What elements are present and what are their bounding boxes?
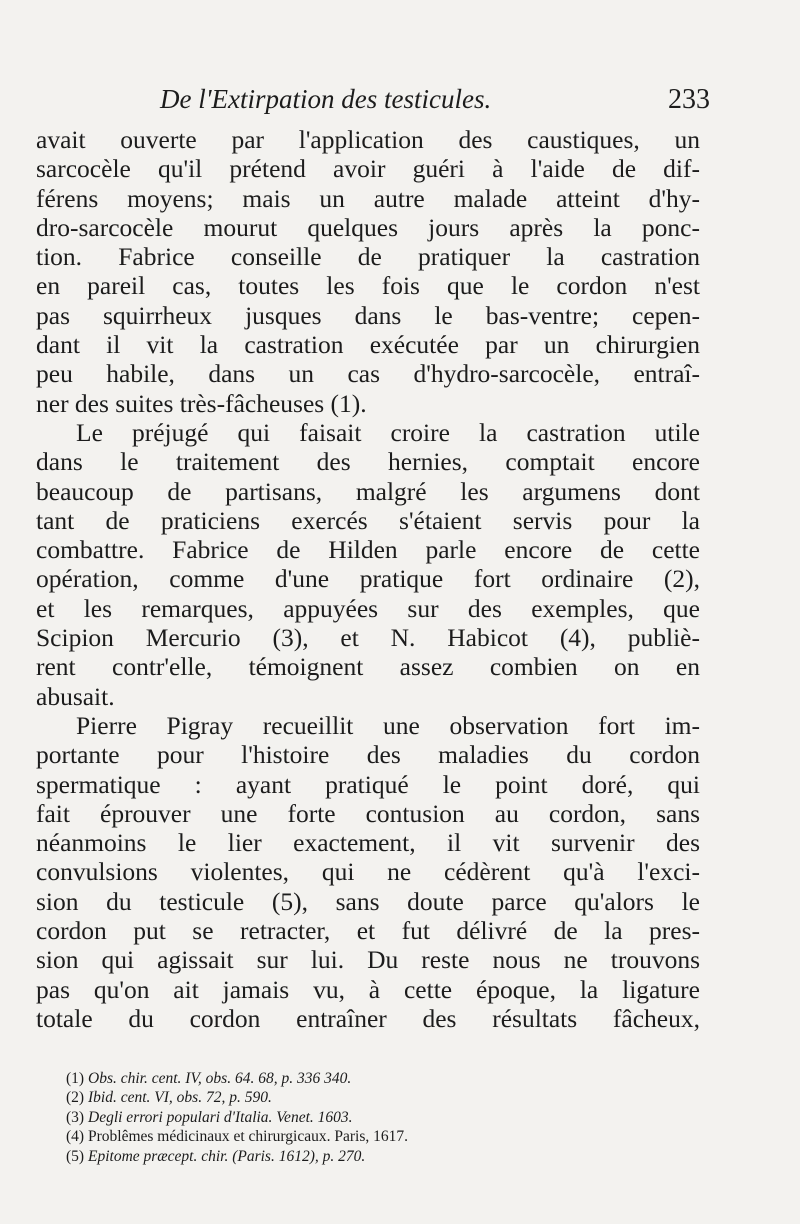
text-line: tion. Fabrice conseille de pratiquer la castration [36,242,700,272]
text-line: rent contr'elle, témoignent assez combien on en [36,652,700,682]
text-line: et les remarques, appuyées sur des exemples, que [36,593,700,623]
text-line: ner des suites très-fâcheuses (1). [36,388,367,418]
text-line: dans le traitement des hernies, comptait encore [36,447,700,477]
footnote-text: Obs. chir. cent. IV, obs. 64. 68, p. 336 340. [88,1070,352,1087]
text-line: spermatique : ayant pratiqué le point doré, qui [36,769,700,799]
text-line: dant il vit la castration exécutée par un chirurgien [36,330,700,360]
running-title: De l'Extirpation des testicules. [160,84,492,114]
text-line: Scipion Mercurio (3), et N. Habicot (4), publiè- [36,623,700,653]
paragraph-start-line: Pierre Pigray recueillit une observation fort im- [76,710,700,740]
text-line: convulsions violentes, qui ne cédèrent qu'à l'exci- [36,857,700,887]
footnote-mark: (3) [66,1108,85,1126]
text-line: portante pour l'histoire des maladies du cordon [36,740,700,770]
text-line: sion qui agissait sur lui. Du reste nous ne trouvons [36,945,700,975]
text-line: pas squirrheux jusques dans le bas-ventre; cepen- [36,300,700,330]
text-line: tant de praticiens exercés s'étaient servis pour la [36,505,700,535]
footnote [66,1069,666,1088]
text-line: en pareil cas, toutes les fois que le cordon n'est [36,271,700,301]
footnote-text: Epitome præcept. chir. (Paris. 1612), p. 270. [88,1147,366,1165]
footnote [66,1127,666,1146]
page-number: 233 [668,84,710,115]
text-line: fait éprouver une forte contusion au cordon, sans [36,798,700,828]
footnote-mark: (5) [66,1147,85,1165]
running-header [160,84,710,116]
text-line: pas qu'on ait jamais vu, à cette époque, la ligature [36,974,700,1004]
text-line: totale du cordon entraîner des résultats fâcheux, [36,1003,700,1033]
paragraph-start-line: Le préjugé qui faisait croire la castration utile [76,417,700,447]
text-line: sion du testicule (5), sans doute parce qu'alors le [36,886,700,916]
text-line: beaucoup de partisans, malgré les argumens dont [36,476,700,506]
text-line: avait ouverte par l'application des caustiques, un [36,125,700,154]
text-line: dro-sarcocèle mourut quelques jours après la ponc- [36,212,700,242]
text-line: abusait. [36,681,115,711]
text-line: peu habile, dans un cas d'hydro-sarcocèle, entraî- [36,359,700,389]
text-line: sarcocèle qu'il prétend avoir guéri à l'aide de dif- [36,154,700,184]
main-text [36,125,700,1033]
footnote-text: Degli errori populari d'Italia. Venet. 1603. [88,1108,353,1126]
footnote-text: Ibid. cent. VI, obs. 72, p. 590. [88,1089,272,1107]
text-line: combattre. Fabrice de Hilden parle encore de cette [36,535,700,565]
footnote [66,1147,666,1166]
text-line: cordon put se retracter, et fut délivré de la pres- [36,916,700,946]
text-line: férens moyens; mais un autre malade atteint d'hy- [36,183,700,213]
footnote [66,1088,666,1107]
footnotes [66,1069,666,1166]
footnote-mark: (4) [66,1128,85,1146]
footnote [66,1108,666,1127]
text-line: néanmoins le lier exactement, il vit survenir des [36,828,700,858]
footnote-mark: (2) [66,1089,85,1107]
footnote-text: Problêmes médicinaux et chirurgicaux. Paris, 1617. [88,1128,408,1146]
footnote-mark: (1) [66,1070,85,1087]
text-line: opération, comme d'une pratique fort ordinaire (2), [36,564,700,594]
